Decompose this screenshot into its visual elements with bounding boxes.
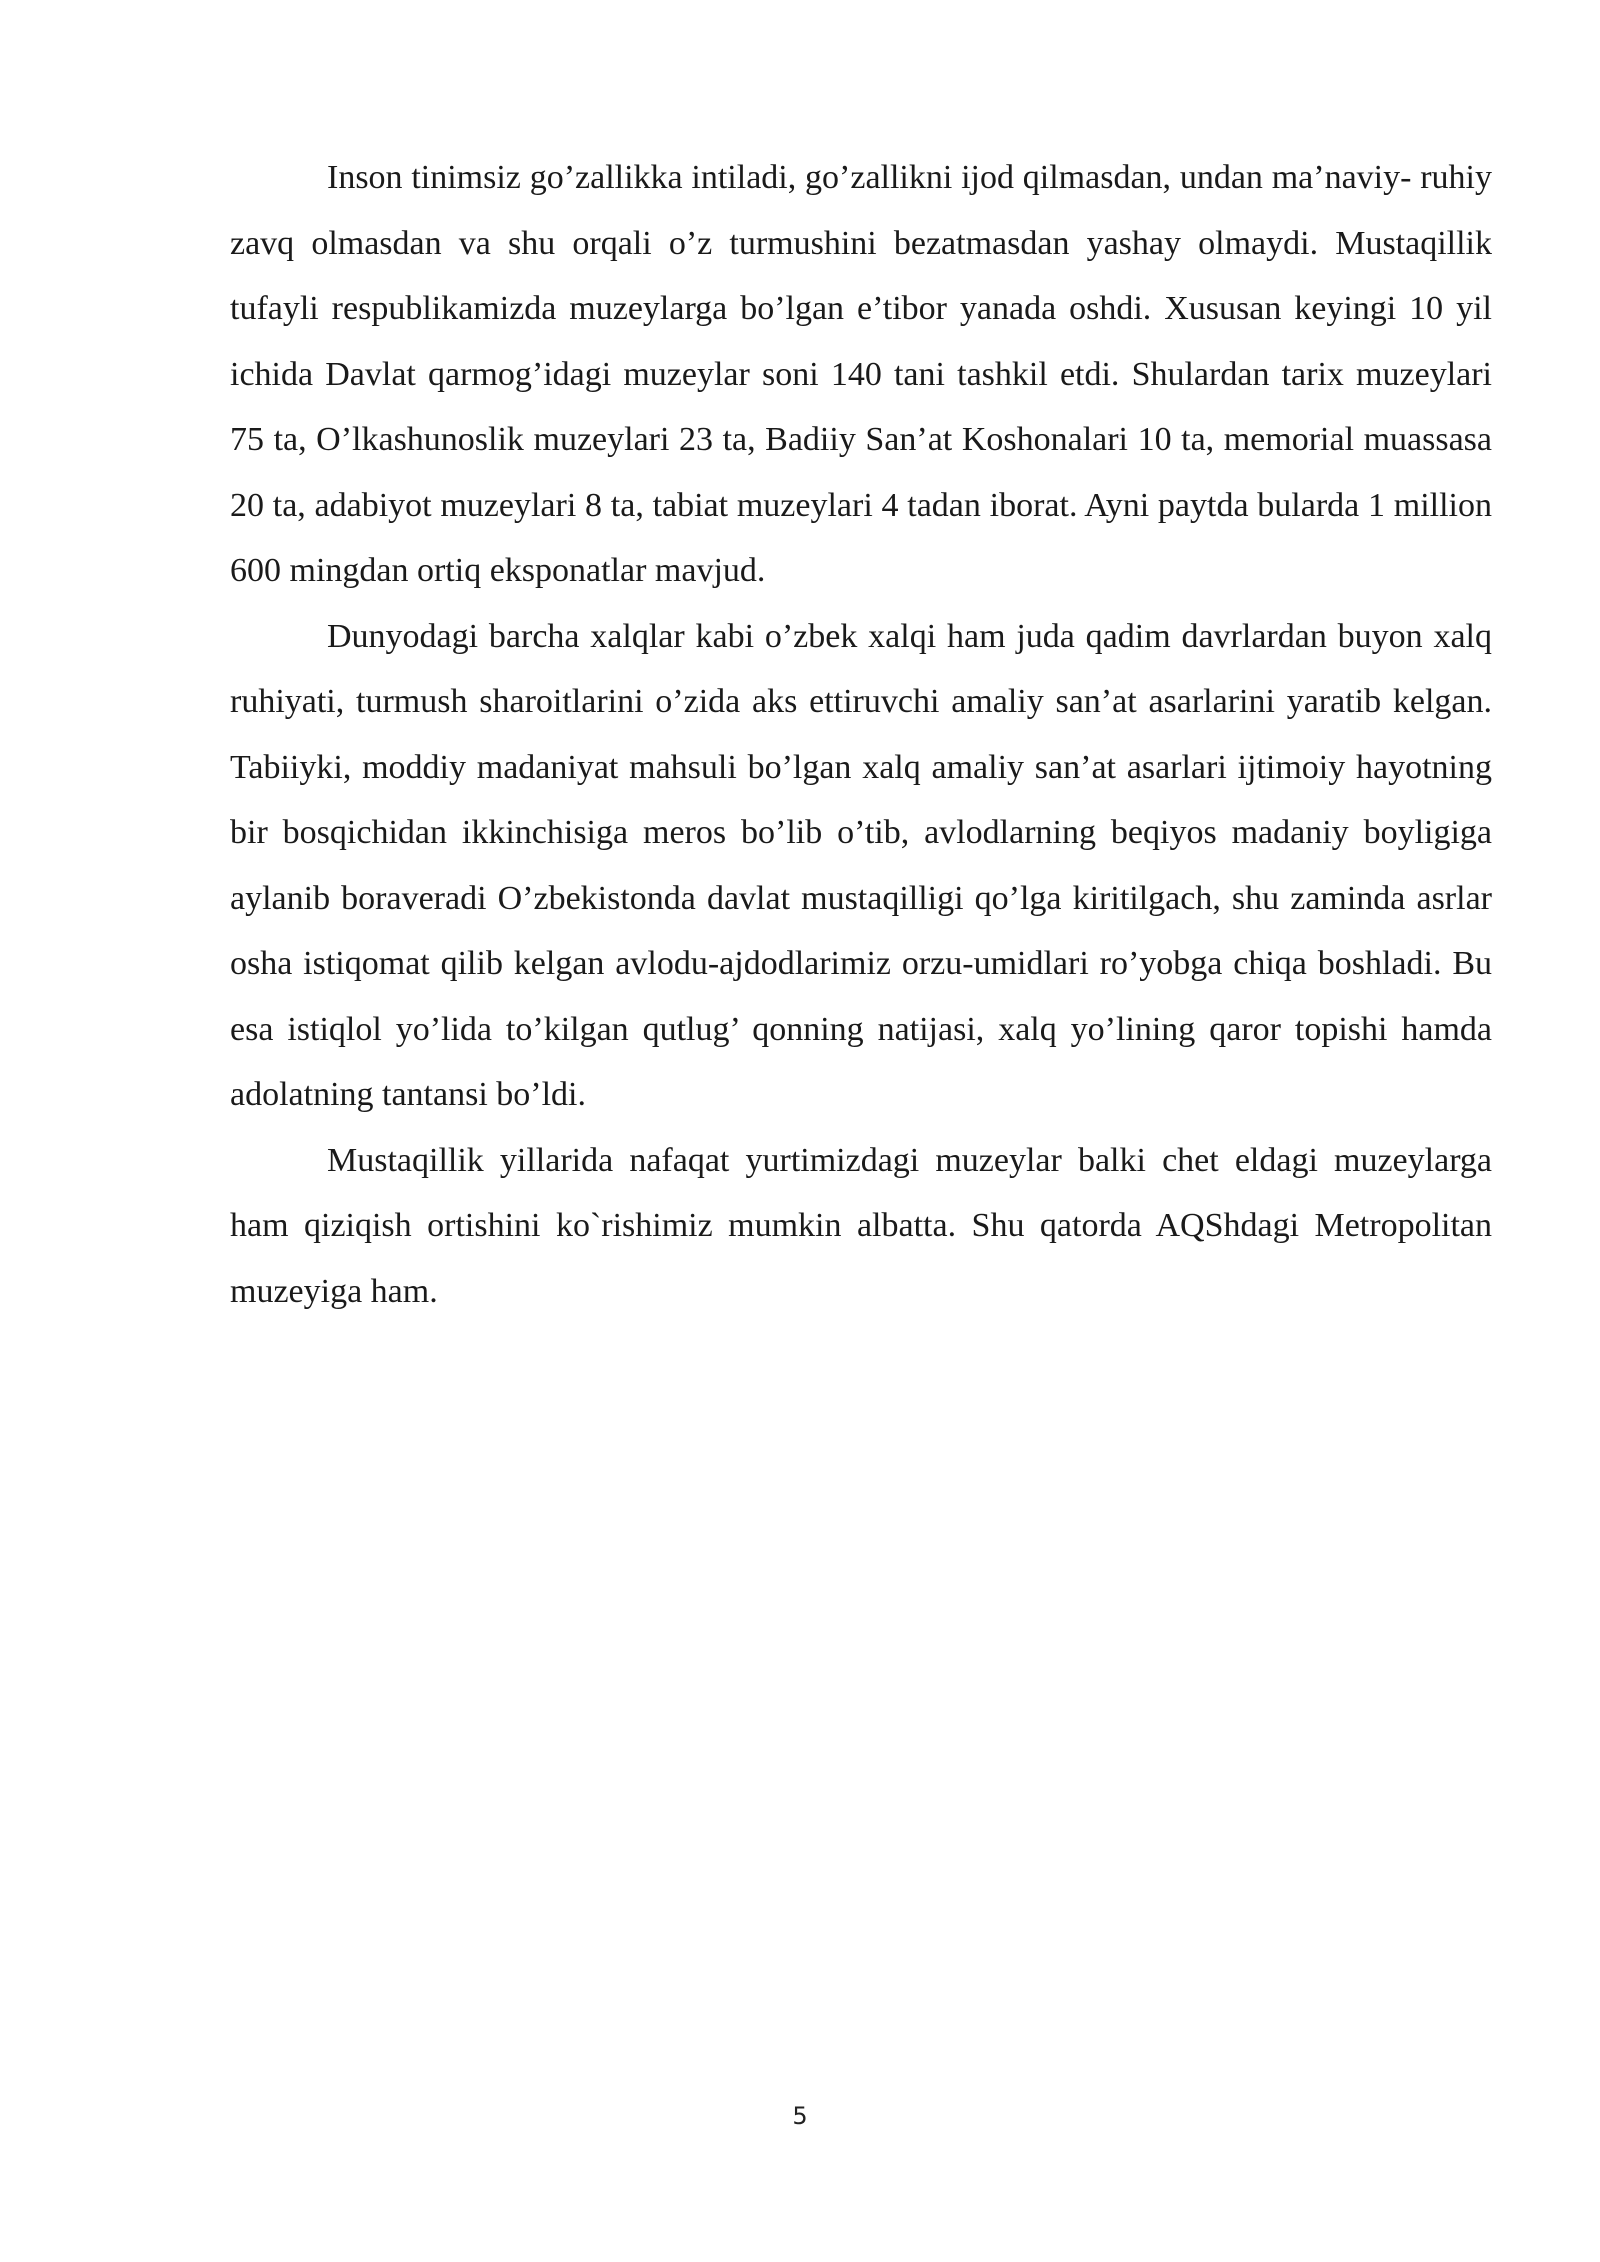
paragraph-foreign-museums: Mustaqillik yillarida nafaqat yurtimizdagi muzeylar balki chet eldagi muzeylarga ham qiziqish ortishini ko`rishimiz mumkin albatta. Shu qatorda AQShdagi Metropolitan muzeyiga ham.: [230, 1141, 1492, 1310]
page-number: 5: [792, 2102, 808, 2130]
paragraph-applied-art-heritage: Dunyodagi barcha xalqlar kabi o’zbek xalqi ham juda qadim davrlardan buyon xalq ruhiyati, turmush sharoitlarini o’zida aks ettiruvchi amaliy san’at asarlarini yaratib kelgan. Tabiiyki, moddiy madaniyat mahsuli bo’lgan xalq amaliy san’at asarlari ijtimoiy hayotning bir bosqichidan ikkinchisiga meros bo’lib o’tib, avlodlarning beqiyos madaniy boyligiga aylanib boraveradi O’zbekistonda davlat mustaqilligi qo’lga kiritilgach, shu zaminda asrlar osha istiqomat qilib kelgan avlodu-ajdodlarimiz orzu-umidlari ro’yobga chiqa boshladi. Bu esa istiqlol yo’lida to’kilgan qutlug’ qonning natijasi, xalq yo’lining qaror topishi hamda adolatning tantansi bo’ldi.: [230, 617, 1492, 1113]
document-body: [230, 145, 1492, 1324]
paragraph-museums-statistics: Inson tinimsiz go’zallikka intiladi, go’zallikni ijod qilmasdan, undan ma’naviy- ruhiy zavq olmasdan va shu orqali o’z turmushini bezatmasdan yashay olmaydi. Mustaqillik tufayli respublikamizda muzeylarga bo’lgan e’tibor yanada oshdi. Xususan keyingi 10 yil ichida Davlat qarmog’idagi muzeylar soni 140 tani tashkil etdi. Shulardan tarix muzeylari 75 ta, O’lkashunoslik muzeylari 23 ta, Badiiy San’at Koshonalari 10 ta, memorial muassasa 20 ta, adabiyot muzeylari 8 ta, tabiat muzeylari 4 tadan iborat. Ayni paytda bularda 1 million 600 mingdan ortiq eksponatlar mavjud.: [230, 159, 1492, 589]
